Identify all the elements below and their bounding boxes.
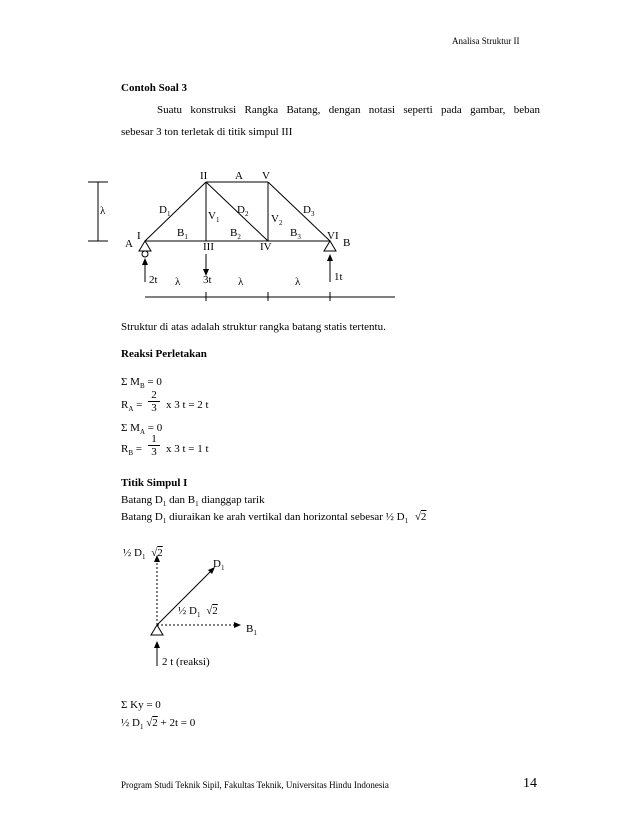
node-III-label: III xyxy=(203,241,214,253)
rb-equation-rhs: x 3 t = 1 t xyxy=(166,443,209,455)
simpul-title: Titik Simpul I xyxy=(121,477,188,489)
example-title: Contoh Soal 3 xyxy=(121,82,188,94)
node-IV-label: IV xyxy=(260,241,272,253)
statement-text: Struktur di atas adalah struktur rangka batang statis tertentu. xyxy=(121,321,386,333)
member-A-top-label: A xyxy=(235,170,243,182)
simpul-line-2: Batang $D_1$ diuraikan ke arah vertikal dan horizontal sebesar ½ $D_1$ √2 xyxy=(121,511,427,526)
rb-fraction: $\frac{1}{3}$ xyxy=(148,433,160,458)
span-lambda-3: λ xyxy=(295,276,301,288)
ky-expansion-equation: ½ $D_1$ √2 + 2t = 0 xyxy=(121,717,196,732)
ra-equation-lhs: $R_A$ = xyxy=(121,399,143,414)
node-V-label: V xyxy=(262,170,270,182)
member-B3-label: $B_3$ xyxy=(290,227,301,242)
member-V1-label: $V_1$ xyxy=(208,210,220,225)
running-header: Analisa Struktur II xyxy=(452,36,520,46)
member-B1-label: $B_1$ xyxy=(177,227,188,242)
member-D3-label: $D_3$ xyxy=(303,204,315,219)
reaction-1t-label: 1t xyxy=(334,271,343,283)
force-B1-label: $B_1$ xyxy=(246,623,257,638)
ra-equation-rhs: x 3 t = 2 t xyxy=(166,399,209,411)
sum-ky-equation: Σ Ky = 0 xyxy=(121,699,161,711)
member-V2-label: $V_2$ xyxy=(271,213,283,228)
load-3t-label: 3t xyxy=(203,274,212,286)
reaksi-title: Reaksi Perletakan xyxy=(121,348,207,360)
footer-institution: Program Studi Teknik Sipil, Fakultas Teknik, Universitas Hindu Indonesia xyxy=(121,780,389,790)
page-number: 14 xyxy=(523,776,537,791)
rb-equation-lhs: $R_B$ = xyxy=(121,443,142,458)
reaction-label: 2 t (reaksi) xyxy=(162,656,210,668)
horizontal-component-label: ½ $D_1$ √2 xyxy=(178,605,218,620)
force-D1-label: $D_1$ xyxy=(213,558,225,573)
sum-mb-equation: Σ $M_B = 0$ xyxy=(121,376,162,391)
node-I-label: I xyxy=(137,230,141,242)
member-D2-label: $D_2$ xyxy=(237,204,249,219)
node-II-label: II xyxy=(200,170,208,182)
span-lambda-2: λ xyxy=(238,276,244,288)
ra-fraction: $\frac{2}{3}$ xyxy=(148,389,160,414)
paragraph-line-2: sebesar 3 ton terletak di titik simpul III xyxy=(121,126,293,138)
reaction-2t-label: 2t xyxy=(149,274,158,286)
support-B-label: B xyxy=(343,237,351,249)
simpul-line-1: Batang $D_1$ dan $B_1$ dianggap tarik xyxy=(121,494,265,509)
span-lambda-1: λ xyxy=(175,276,181,288)
support-A-label: A xyxy=(125,238,133,250)
height-lambda-label: λ xyxy=(100,205,106,217)
vertical-component-label: ½ $D_1$ √2 xyxy=(123,547,163,562)
member-D1-label: $D_1$ xyxy=(159,204,171,219)
member-B2-label: $B_2$ xyxy=(230,227,241,242)
sum-ma-equation: Σ $M_A = 0$ xyxy=(121,422,163,437)
paragraph-line-1: Suatu konstruksi Rangka Batang, dengan notasi seperti pada gambar, beban xyxy=(157,104,540,116)
node-VI-label: VI xyxy=(327,230,339,242)
